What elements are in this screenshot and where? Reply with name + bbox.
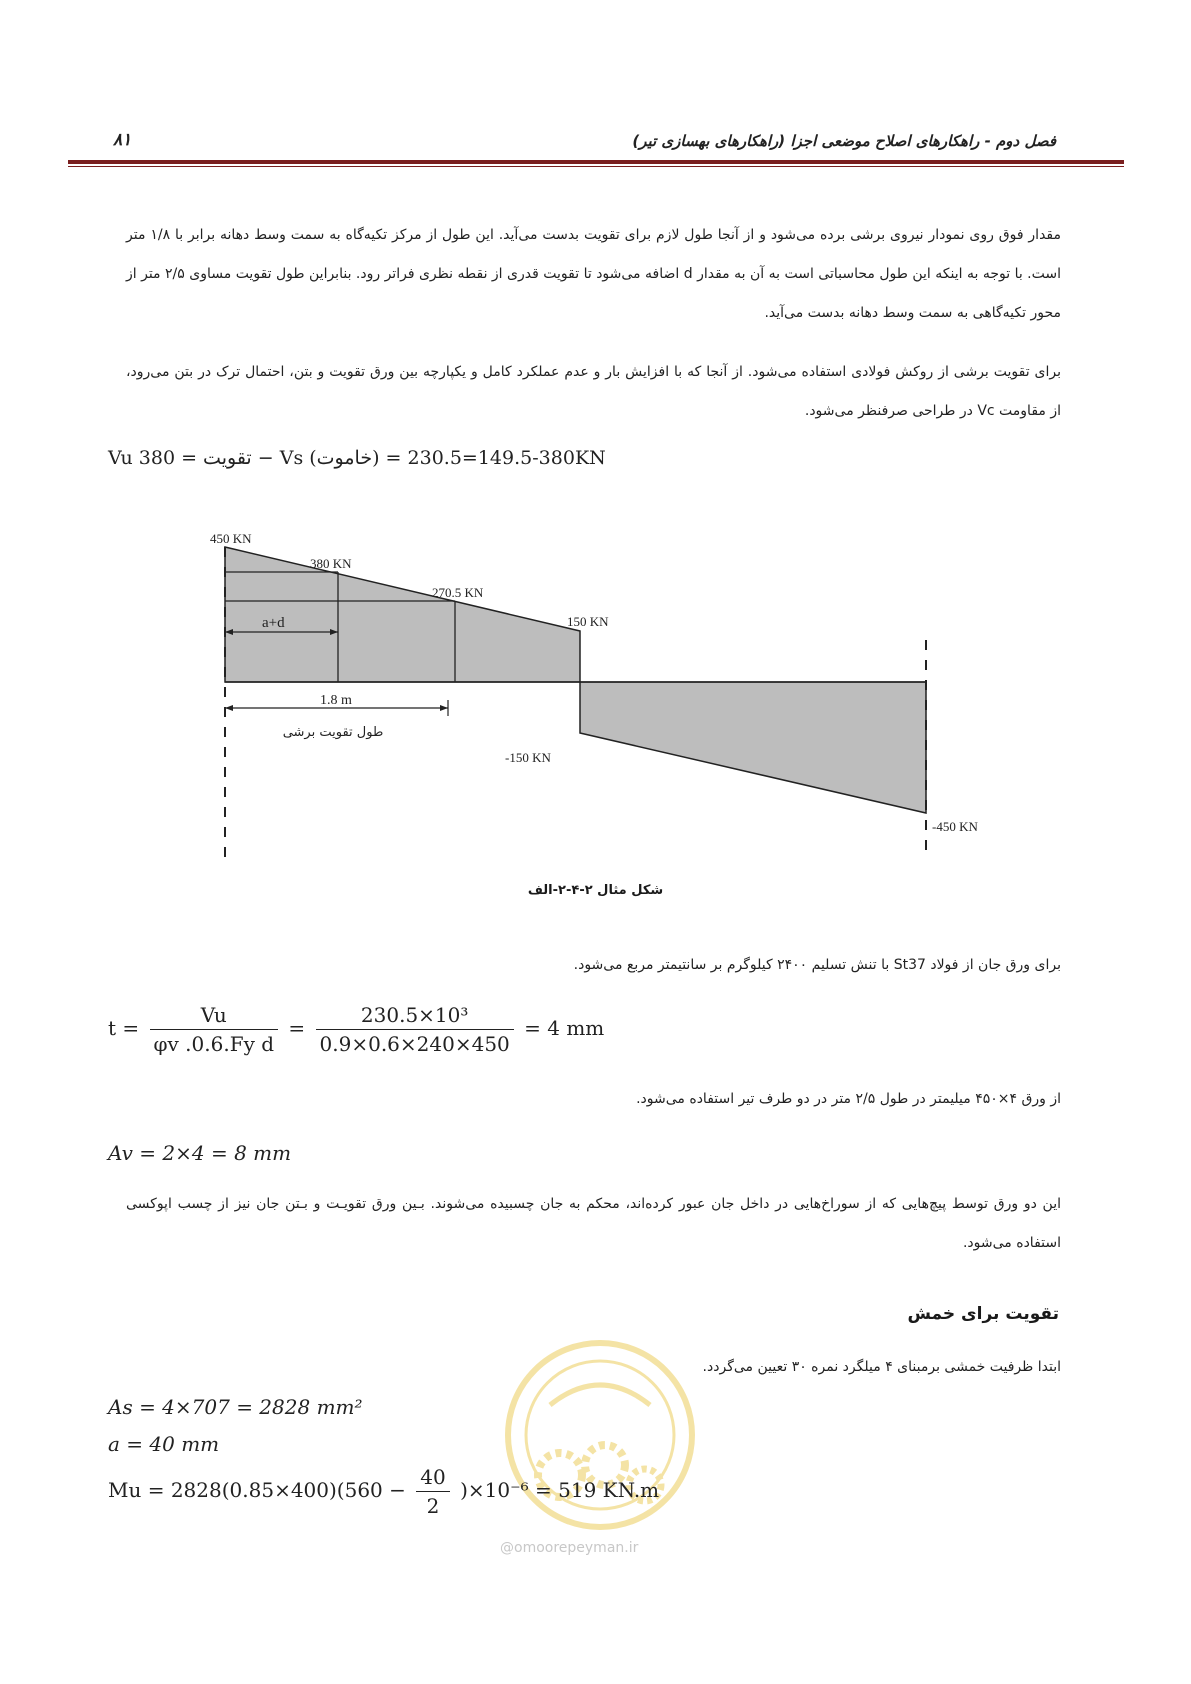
label-a-plus-d: a+d: [262, 615, 285, 631]
paragraph-bolts: این دو ورق توسط پیچ‌هایی که از سوراخ‌هایی در داخل جان عبور کرده‌اند، محکم به جان چسبیده می‌شوند. بـین ورق تقویـت و بـتن جان نیز از چسب اپوکسی استفاده می‌شود.: [126, 1196, 1061, 1251]
page-number: ۸۱: [113, 130, 132, 150]
eq-t-den2: 0.9×0.6×240×450: [319, 1032, 510, 1056]
eq-mu-rhs: )×10⁻⁶ = 519 KN.m: [460, 1478, 660, 1502]
eq-mu-num: 40: [416, 1465, 449, 1492]
header-rule-thin: [68, 166, 1124, 167]
eq-t-result: = 4 mm: [524, 1016, 605, 1040]
label-380kn: 380 KN: [310, 556, 352, 571]
section-heading: تقویت برای خمش: [907, 1304, 1059, 1324]
eq-t-frac1: [150, 1003, 279, 1056]
negative-shear-area: [580, 682, 926, 813]
equation-as: As = 4×707 = 2828 mm²: [108, 1395, 363, 1419]
equation-mu: [108, 1465, 659, 1518]
paragraph-flexural-capacity: ابتدا ظرفیت خمشی برمبنای ۴ میلگرد نمره ۳۰ تعیین می‌گردد.: [702, 1359, 1061, 1375]
header-rule: [68, 160, 1124, 164]
label-270kn: 270.5 KN: [432, 585, 484, 600]
figure-caption: شکل مثال ۲-۴-۲-الف: [527, 883, 664, 898]
paragraph-web-plate: برای ورق جان از فولاد St37 با تنش تسلیم ۲۴۰۰ کیلوگرم بر سانتیمتر مربع می‌شود.: [573, 957, 1061, 973]
equation-thickness: t = $\frac{Vu}{\text{φv .0.6.Fy d}}$ = $\frac{\text{230.5×10³}}{0.9\times 0.6\times 240\times 450}$ = 4 mm: [108, 1003, 605, 1056]
equation-vu: Vu تقویت = 380 − Vs (خاموت) = 380-149.5=230.5KN: [108, 447, 606, 469]
chapter-title: فصل دوم - راهکارهای اصلاح موضعی اجزا (راهکارهای بهسازی تیر): [632, 132, 1056, 150]
label-minus-450kn: -450 KN: [932, 819, 978, 834]
watermark-url: @omoorepeyman.ir: [500, 1540, 639, 1556]
eq-t-num: Vu: [150, 1003, 279, 1030]
equation-av: Av = 2×4 = 8 mm: [108, 1141, 292, 1165]
eq-mu-den: 2: [426, 1494, 440, 1518]
eq-t-den: φv .0.6.Fy d: [153, 1032, 275, 1056]
label-150kn: 150 KN: [567, 614, 609, 629]
paragraph-plate-size: از ورق ۴×۴۵۰ میلیمتر در طول ۲/۵ متر در دو طرف تیر استفاده می‌شود.: [636, 1091, 1061, 1107]
equation-a: a = 40 mm: [108, 1432, 220, 1456]
eq-mu-lhs: Mu = 2828(0.85×400)(560 −: [108, 1478, 406, 1502]
label-minus-150kn: -150 KN: [505, 750, 551, 765]
paragraph-shear-length: مقدار فوق روی نمودار نیروی برشی برده می‌شود و از آنجا طول لازم برای تقویت بدست می‌آید. این طول از مرکز تکیه‌گاه به سمت وسط دهانه برابر با ۱/۸ متر است. با توجه به اینکه این طول محاسباتی است به آن به مقدار d اضافه می‌شود تا تقویت قدری از نقطه نظری فراتر رود. بنابراین طول تقویت مساوی ۲/۵ متر از محور تکیه‌گاهی به سمت وسط دهانه بدست می‌آید.: [126, 227, 1062, 321]
paragraph-steel-jacket: برای تقویت برشی از روکش فولادی استفاده می‌شود. از آنجا که با افزایش بار و عدم عملکرد کامل و یکپارچه بین ورق تقویت و بتن، احتمال ترک در بتن می‌رود، از مقاومت Vc در طراحی صرفنظر می‌شود.: [126, 364, 1061, 419]
eq-t-num2: 230.5×10³: [316, 1003, 514, 1030]
eq-t-frac2: [316, 1003, 514, 1056]
eq-mu-frac: [416, 1465, 449, 1518]
label-length: 1.8 m: [320, 693, 352, 708]
shear-force-diagram: [200, 515, 1020, 875]
label-shear-length: طول تقویت برشی: [282, 725, 384, 740]
label-450kn: 450 KN: [210, 531, 252, 546]
eq-t-lhs: t =: [108, 1016, 140, 1040]
